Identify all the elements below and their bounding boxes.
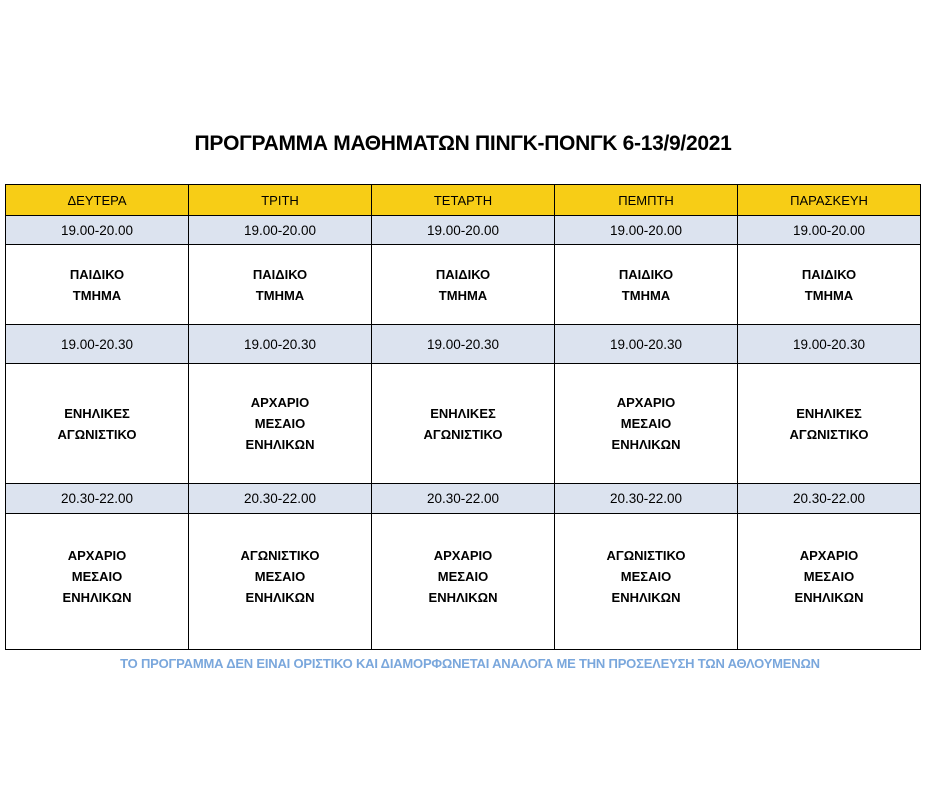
class-name-line: ΤΜΗΜΑ — [804, 287, 854, 303]
time-cell: 20.30-22.00 — [6, 484, 189, 514]
day-header: ΠΕΜΠΤΗ — [555, 185, 738, 216]
time-cell: 19.00-20.00 — [6, 216, 189, 245]
class-name-line: ΠΑΙΔΙΚΟ — [618, 266, 674, 282]
class-cell — [372, 514, 555, 650]
class-name-line: ΕΝΗΛΙΚΕΣ — [796, 405, 862, 421]
class-name-line: ΑΡΧΑΡΙΟ — [799, 548, 859, 563]
class-name-line: ΕΝΗΛΙΚΩΝ — [62, 590, 132, 605]
class-cell — [738, 514, 921, 650]
class-cell — [555, 364, 738, 484]
class-name-line: ΠΑΙΔΙΚΟ — [252, 266, 308, 282]
page-title: ΠΡΟΓΡΑΜΜΑ ΜΑΘΗΜΑΤΩΝ ΠΙΝΓΚ-ΠΟΝΓΚ 6-13/9/2021 — [194, 132, 732, 155]
class-name-line: ΜΕΣΑΙΟ — [437, 569, 489, 584]
time-cell: 20.30-22.00 — [189, 484, 372, 514]
class-cell — [555, 245, 738, 325]
class-name-line: ΠΑΙΔΙΚΟ — [69, 266, 125, 282]
class-name-line: ΑΡΧΑΡΙΟ — [250, 395, 310, 410]
time-cell: 19.00-20.00 — [738, 216, 921, 245]
class-cell — [6, 364, 189, 484]
class-name-line: ΜΕΣΑΙΟ — [71, 569, 123, 584]
class-name-line: ΕΝΗΛΙΚΩΝ — [245, 437, 315, 452]
class-cell — [372, 364, 555, 484]
class-name-line: ΕΝΗΛΙΚΩΝ — [794, 590, 864, 605]
time-row — [6, 216, 921, 245]
class-name-line: ΕΝΗΛΙΚΕΣ — [430, 405, 496, 421]
day-header: ΤΡΙΤΗ — [189, 185, 372, 216]
class-name-line: ΕΝΗΛΙΚΩΝ — [611, 437, 681, 452]
class-cell — [372, 245, 555, 325]
class-row — [6, 245, 921, 325]
class-name-line: ΑΡΧΑΡΙΟ — [433, 548, 493, 563]
class-row — [6, 514, 921, 650]
class-name-line: ΜΕΣΑΙΟ — [254, 569, 306, 584]
class-name-line: ΜΕΣΑΙΟ — [620, 416, 672, 431]
class-name-line: ΤΜΗΜΑ — [438, 287, 488, 303]
time-row — [6, 484, 921, 514]
schedule-table — [5, 184, 921, 650]
class-name-line: ΕΝΗΛΙΚΩΝ — [428, 590, 498, 605]
time-cell: 19.00-20.00 — [555, 216, 738, 245]
class-name-line: ΕΝΗΛΙΚΕΣ — [64, 405, 130, 421]
class-name-line: ΑΓΩΝΙΣΤΙΚΟ — [57, 426, 137, 442]
class-cell — [6, 514, 189, 650]
class-name-line: ΜΕΣΑΙΟ — [254, 416, 306, 431]
class-name-line: ΕΝΗΛΙΚΩΝ — [611, 590, 681, 605]
time-cell: 19.00-20.30 — [555, 325, 738, 364]
class-name-line: ΑΡΧΑΡΙΟ — [67, 548, 127, 563]
class-name-line: ΑΡΧΑΡΙΟ — [616, 395, 676, 410]
class-name-line: ΑΓΩΝΙΣΤΙΚΟ — [240, 548, 320, 563]
time-cell: 20.30-22.00 — [555, 484, 738, 514]
class-cell — [555, 514, 738, 650]
disclaimer-note: ΤΟ ΠΡΟΓΡΑΜΜΑ ΔΕΝ ΕΙΝΑΙ ΟΡΙΣΤΙΚΟ ΚΑΙ ΔΙΑΜΟΡΦΩΝΕΤΑΙ ΑΝΑΛΟΓΑ ΜΕ ΤΗΝ ΠΡΟΣΕΛΕΥΣΗ ΤΩΝ ΑΘΛΟΥΜΕΝΩΝ — [120, 656, 820, 671]
time-cell: 19.00-20.30 — [372, 325, 555, 364]
class-name-line: ΜΕΣΑΙΟ — [620, 569, 672, 584]
class-name-line: ΑΓΩΝΙΣΤΙΚΟ — [789, 426, 869, 442]
class-name-line: ΠΑΙΔΙΚΟ — [801, 266, 857, 282]
class-name-line: ΑΓΩΝΙΣΤΙΚΟ — [423, 426, 503, 442]
time-row — [6, 325, 921, 364]
day-header: ΠΑΡΑΣΚΕΥΗ — [738, 185, 921, 216]
class-cell — [189, 245, 372, 325]
time-cell: 20.30-22.00 — [372, 484, 555, 514]
class-cell — [738, 364, 921, 484]
time-cell: 19.00-20.00 — [189, 216, 372, 245]
time-cell: 19.00-20.30 — [6, 325, 189, 364]
class-name-line: ΑΓΩΝΙΣΤΙΚΟ — [606, 548, 686, 563]
class-cell — [738, 245, 921, 325]
time-cell: 19.00-20.00 — [372, 216, 555, 245]
class-name-line: ΤΜΗΜΑ — [72, 287, 122, 303]
day-header-row — [6, 185, 921, 216]
class-name-line: ΜΕΣΑΙΟ — [803, 569, 855, 584]
time-cell: 19.00-20.30 — [738, 325, 921, 364]
class-cell — [6, 245, 189, 325]
class-name-line: ΤΜΗΜΑ — [621, 287, 671, 303]
class-cell — [189, 364, 372, 484]
day-header: ΔΕΥΤΕΡΑ — [6, 185, 189, 216]
time-cell: 19.00-20.30 — [189, 325, 372, 364]
class-cell — [189, 514, 372, 650]
day-header: ΤΕΤΑΡΤΗ — [372, 185, 555, 216]
class-row — [6, 364, 921, 484]
class-name-line: ΤΜΗΜΑ — [255, 287, 305, 303]
class-name-line: ΕΝΗΛΙΚΩΝ — [245, 590, 315, 605]
class-name-line: ΠΑΙΔΙΚΟ — [435, 266, 491, 282]
time-cell: 20.30-22.00 — [738, 484, 921, 514]
